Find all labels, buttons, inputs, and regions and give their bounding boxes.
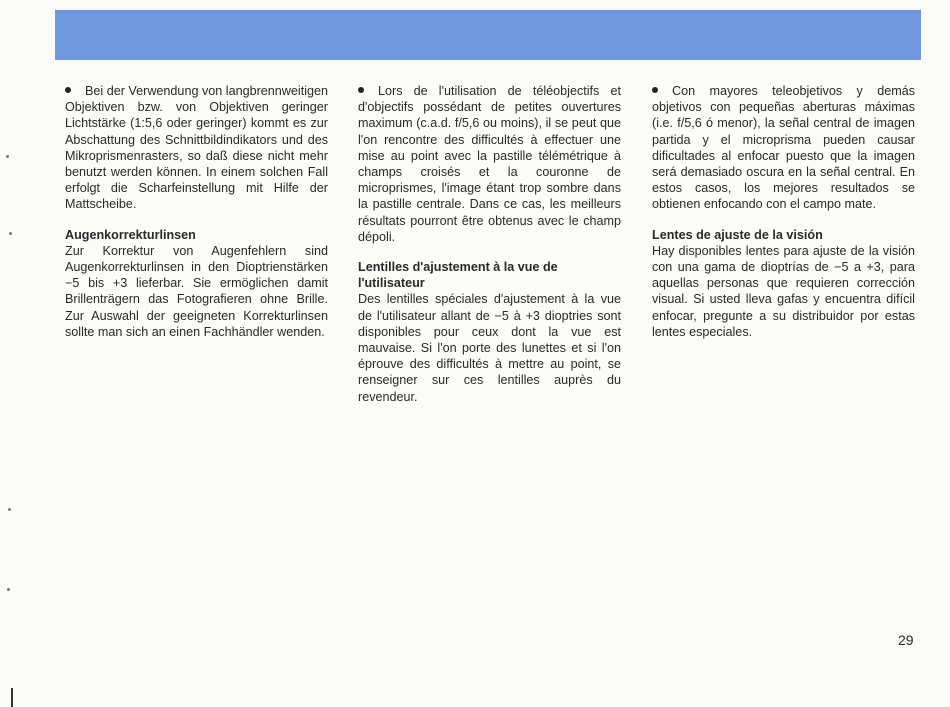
- scan-speck: [6, 155, 9, 158]
- german-intro-text: Bei der Verwendung von langbrennweitigen Objektiven bzw. von Objektiven geringer Lichtstärke (1:5,6 oder geringer) kommt es zur Abschattung des Schnittbildindikators und des Mikroprismenrasters, so daß diese nicht mehr benutzt werden können. In einem solchen Fall erfolgt die Scharfeinstellung mit Hilfe der Mattscheibe.: [65, 84, 328, 212]
- spanish-intro-text: Con mayores teleobjetivos y demás objetivos con pequeñas aberturas máximas (i.e. f/5,6 ó menor), la señal central de imagen partida y el microprisma pueden causar dificultades al enfocar puesto que la imagen será demasiado oscura en la señal central. En estos casos, los mejores resultados se obtienen enfocando con el campo mate.: [652, 84, 915, 212]
- french-intro-text: Lors de l'utilisation de téléobjectifs et d'objectifs possédant de petites ouvertures maximum (c.a.d. f/5,6 ou moins), il se peut que l'on rencontre des difficultés à effectuer une mise au point avec la pastille télémétrique à champs croisés et la couronne de microprismes, l'image étant trop sombre dans la pastille centrale. Dans ce cas, les meilleurs résultats pourront être obtenus avec le champ dépoli.: [358, 84, 621, 244]
- spanish-column: [652, 83, 915, 340]
- german-intro-paragraph: [65, 83, 328, 213]
- french-intro-paragraph: [358, 83, 621, 245]
- spanish-intro-paragraph: [652, 83, 915, 213]
- bullet-icon: [652, 87, 658, 93]
- header-color-band: [55, 10, 921, 60]
- bullet-icon: [358, 87, 364, 93]
- scan-speck: [9, 232, 12, 235]
- scan-speck: [8, 508, 11, 511]
- spanish-body-paragraph: Hay disponibles lentes para ajuste de la visión con una gama de dioptrías de −5 a +3, para aquellas personas que requieren corrección visual. Si usted lleva gafas y encuentra difícil enfocar, pregunte a su distribuidor por estas lentes especiales.: [652, 243, 915, 339]
- german-body-paragraph: Zur Korrektur von Augenfehlern sind Augenkorrekturlinsen in den Dioptrienstärken −5 bis +3 lieferbar. Sie ermöglichen damit Brillenträgern das Fotografieren ohne Brille. Zur Auswahl der geeigneten Korrekturlinsen sollte man sich an einen Fachhändler wenden.: [65, 243, 328, 339]
- french-heading: Lentilles d'ajustement à la vue de l'utilisateur: [358, 260, 558, 291]
- scan-edge-line: [11, 688, 13, 707]
- french-body-paragraph: Des lentilles spéciales d'ajustement à la vue de l'utilisateur allant de −5 à +3 dioptries sont disponibles pour ceux dont la vue est mauvaise. Si l'on porte des lunettes et si l'on éprouve des difficultés à mettre au point, se renseigner sur ces lentilles auprès du revendeur.: [358, 292, 621, 404]
- bullet-icon: [65, 87, 71, 93]
- german-column: [65, 83, 328, 340]
- page-number: 29: [898, 632, 914, 648]
- french-column: [358, 83, 621, 405]
- spanish-heading: Lentes de ajuste de la visión: [652, 227, 823, 242]
- german-heading: Augenkorrekturlinsen: [65, 227, 196, 242]
- scan-speck: [7, 588, 10, 591]
